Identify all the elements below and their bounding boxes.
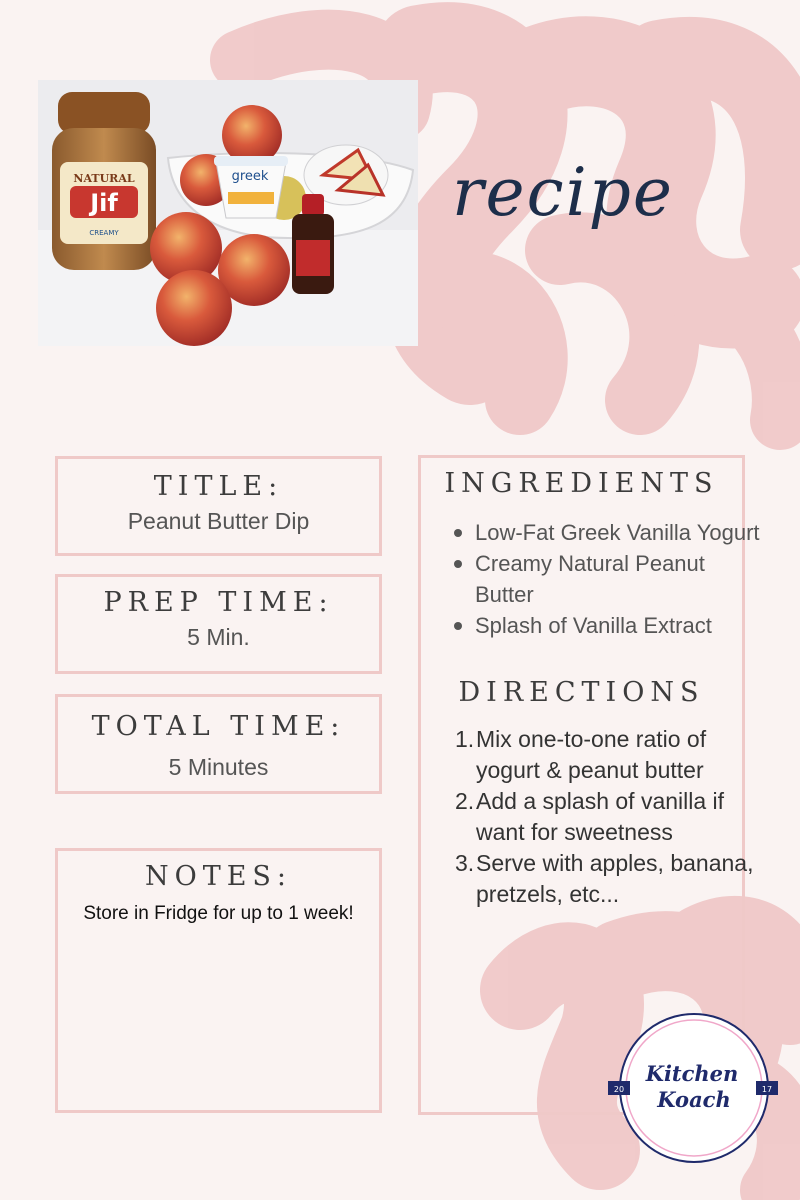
ingredients-list bbox=[421, 517, 760, 641]
prep-time-heading: PREP TIME: bbox=[103, 587, 334, 618]
logo-line-1: Kitchen bbox=[645, 1061, 739, 1086]
ingredients-heading: INGREDIENTS bbox=[444, 468, 719, 499]
jar-label-bottom: CREAMY bbox=[89, 229, 119, 237]
peanut-butter-jar bbox=[52, 92, 156, 270]
recipe-heading: recipe bbox=[452, 154, 674, 231]
step-number: 2. bbox=[455, 788, 475, 814]
ingredient-item: Creamy Natural Peanut Butter bbox=[421, 548, 765, 610]
direction-step bbox=[421, 724, 766, 786]
yogurt-label: greek bbox=[231, 169, 269, 184]
step-text: Add a splash of vanilla if want for sweetness bbox=[476, 788, 725, 845]
total-time-card bbox=[55, 694, 382, 794]
ingredient-item: Low-Fat Greek Vanilla Yogurt bbox=[421, 517, 765, 548]
notes-heading: NOTES: bbox=[144, 861, 293, 892]
direction-step bbox=[421, 848, 766, 910]
notes-card bbox=[55, 848, 382, 1113]
title-value: Peanut Butter Dip bbox=[127, 508, 310, 534]
kitchen-koach-logo bbox=[606, 1011, 781, 1166]
logo-year-left: 20 bbox=[613, 1085, 625, 1094]
yogurt-cup bbox=[214, 156, 288, 218]
recipe-photo bbox=[38, 80, 418, 346]
logo-line-2: Koach bbox=[657, 1087, 731, 1112]
directions-list bbox=[421, 724, 754, 910]
logo-year-right: 17 bbox=[761, 1085, 773, 1094]
total-time-heading: TOTAL TIME: bbox=[91, 711, 346, 742]
step-text: Serve with apples, banana, pretzels, etc... bbox=[476, 850, 754, 907]
total-time-value: 5 Minutes bbox=[168, 754, 269, 780]
title-card bbox=[55, 456, 382, 556]
direction-step bbox=[421, 786, 766, 848]
ingredient-item: Splash of Vanilla Extract bbox=[421, 610, 765, 641]
jar-brand: Jif bbox=[90, 189, 118, 217]
title-heading: TITLE: bbox=[153, 471, 284, 502]
prep-time-value: 5 Min. bbox=[187, 624, 250, 650]
step-number: 3. bbox=[455, 850, 475, 876]
notes-text: Store in Fridge for up to 1 week! bbox=[83, 903, 354, 924]
prep-time-card bbox=[55, 574, 382, 674]
directions-heading: DIRECTIONS bbox=[458, 677, 705, 708]
jar-label-top: NATURAL bbox=[73, 172, 135, 185]
step-text: Mix one-to-one ratio of yogurt & peanut butter bbox=[476, 726, 707, 783]
step-number: 1. bbox=[455, 726, 475, 752]
